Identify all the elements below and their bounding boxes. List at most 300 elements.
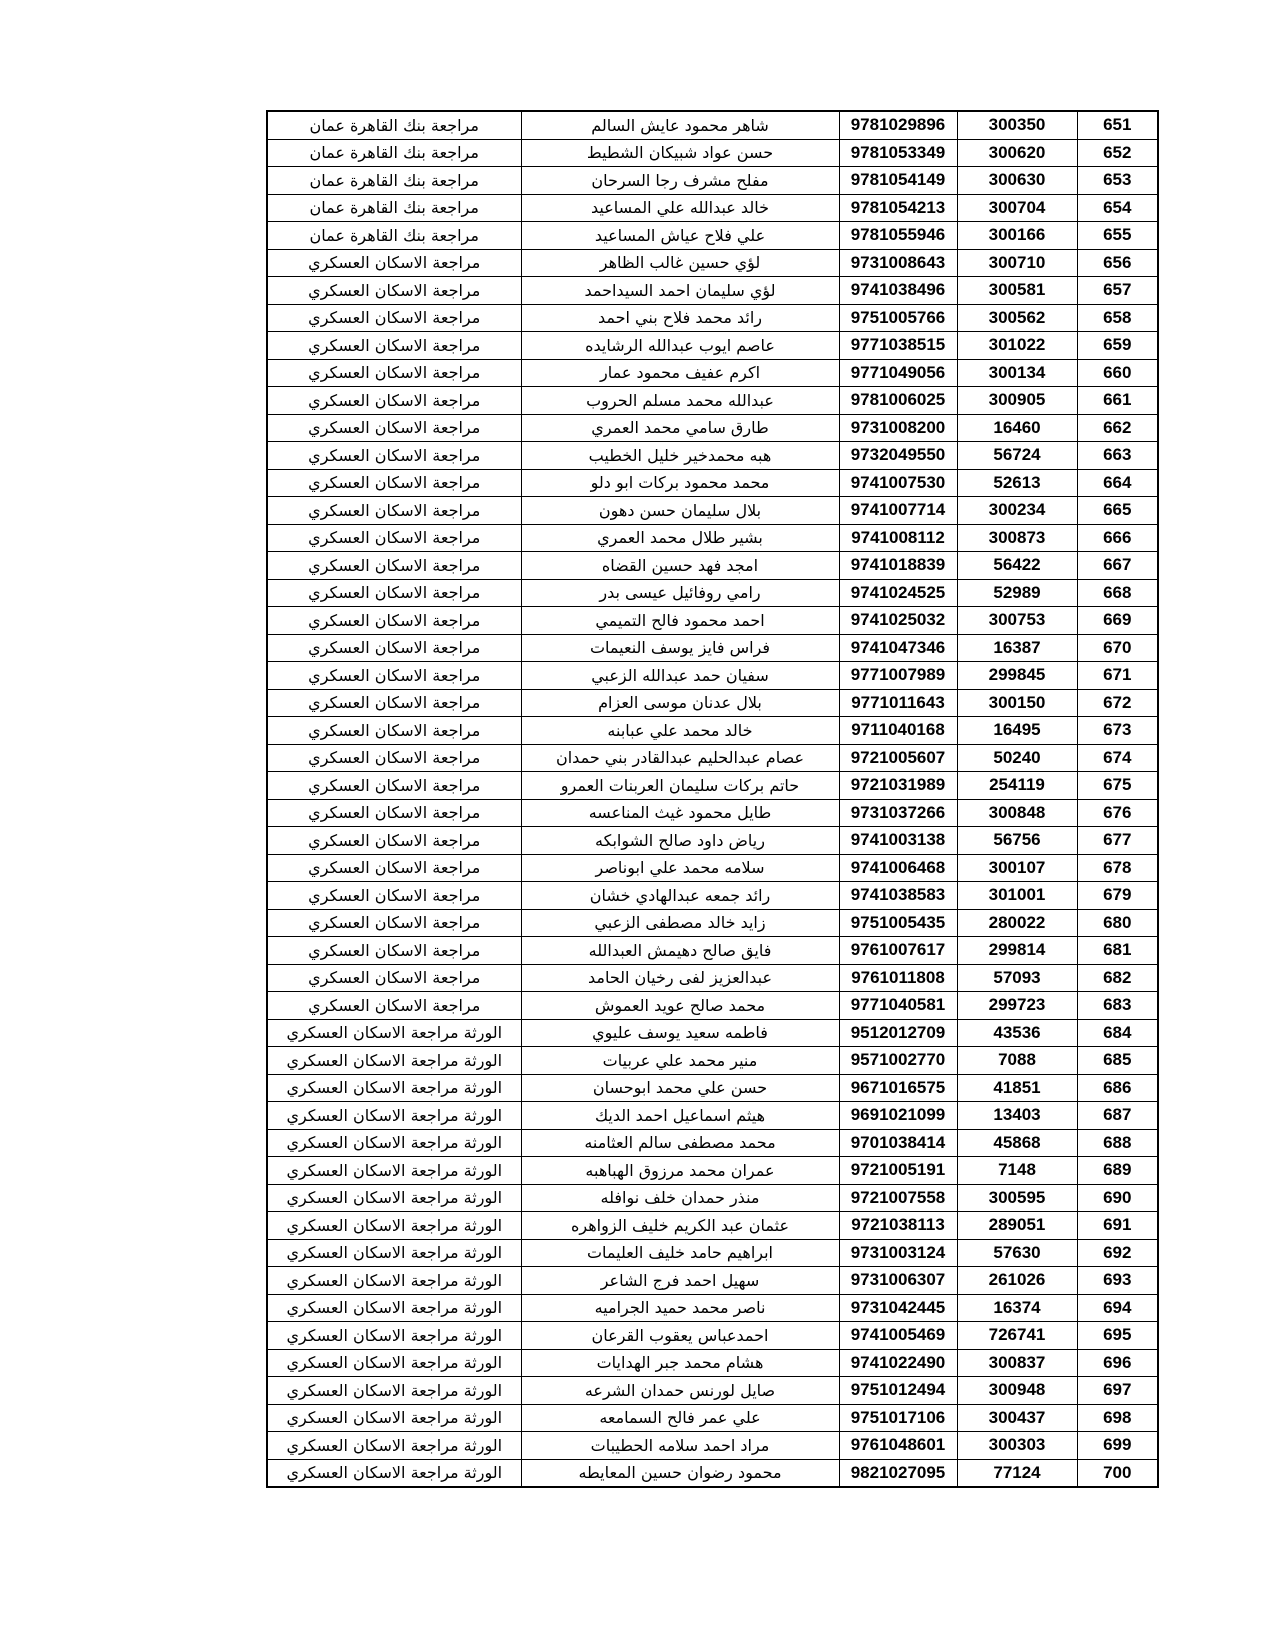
cell-id-number: 300166 (957, 222, 1077, 250)
cell-national-number: 9771011643 (839, 689, 957, 717)
cell-sequence: 695 (1077, 1322, 1158, 1350)
table-row (267, 442, 1158, 470)
cell-id-number: 300562 (957, 304, 1077, 332)
cell-note: مراجعة الاسكان العسكري (267, 442, 521, 470)
cell-note: مراجعة الاسكان العسكري (267, 524, 521, 552)
table-row (267, 579, 1158, 607)
cell-sequence: 664 (1077, 469, 1158, 497)
cell-id-number: 52989 (957, 579, 1077, 607)
table-row (267, 497, 1158, 525)
cell-id-number: 16374 (957, 1294, 1077, 1322)
cell-name: بشير طلال محمد العمري (521, 524, 839, 552)
table-row (267, 1047, 1158, 1075)
cell-sequence: 666 (1077, 524, 1158, 552)
cell-id-number: 300848 (957, 799, 1077, 827)
table-row (267, 909, 1158, 937)
cell-sequence: 655 (1077, 222, 1158, 250)
cell-id-number: 299845 (957, 662, 1077, 690)
cell-national-number: 9771007989 (839, 662, 957, 690)
table-row (267, 524, 1158, 552)
cell-national-number: 9741024525 (839, 579, 957, 607)
cell-note: الورثة مراجعة الاسكان العسكري (267, 1157, 521, 1185)
cell-sequence: 687 (1077, 1102, 1158, 1130)
table-row (267, 992, 1158, 1020)
cell-national-number: 9781055946 (839, 222, 957, 250)
cell-national-number: 9741003138 (839, 827, 957, 855)
cell-national-number: 9761048601 (839, 1432, 957, 1460)
cell-note: الورثة مراجعة الاسكان العسكري (267, 1377, 521, 1405)
table-row (267, 744, 1158, 772)
table-row (267, 1349, 1158, 1377)
cell-sequence: 674 (1077, 744, 1158, 772)
cell-sequence: 678 (1077, 854, 1158, 882)
cell-id-number: 56756 (957, 827, 1077, 855)
table-row (267, 607, 1158, 635)
cell-sequence: 680 (1077, 909, 1158, 937)
cell-note: مراجعة الاسكان العسكري (267, 497, 521, 525)
table-row (267, 167, 1158, 195)
cell-national-number: 9721038113 (839, 1212, 957, 1240)
cell-national-number: 9751017106 (839, 1404, 957, 1432)
cell-name: عاصم ايوب عبدالله الرشايده (521, 332, 839, 360)
cell-national-number: 9771038515 (839, 332, 957, 360)
cell-name: مراد احمد سلامه الحطيبات (521, 1432, 839, 1460)
table-row (267, 1239, 1158, 1267)
cell-id-number: 56422 (957, 552, 1077, 580)
cell-id-number: 300837 (957, 1349, 1077, 1377)
cell-sequence: 656 (1077, 249, 1158, 277)
cell-name: صايل لورنس حمدان الشرعه (521, 1377, 839, 1405)
cell-note: مراجعة الاسكان العسكري (267, 799, 521, 827)
cell-note: مراجعة الاسكان العسكري (267, 854, 521, 882)
cell-national-number: 9731006307 (839, 1267, 957, 1295)
table-row (267, 332, 1158, 360)
table-row (267, 1019, 1158, 1047)
table-row (267, 1129, 1158, 1157)
table-row (267, 552, 1158, 580)
cell-name: احمد محمود فالح التميمي (521, 607, 839, 635)
cell-national-number: 9771049056 (839, 359, 957, 387)
cell-id-number: 301022 (957, 332, 1077, 360)
table-row (267, 111, 1158, 139)
cell-sequence: 662 (1077, 414, 1158, 442)
cell-note: الورثة مراجعة الاسكان العسكري (267, 1432, 521, 1460)
cell-note: الورثة مراجعة الاسكان العسكري (267, 1267, 521, 1295)
cell-note: الورثة مراجعة الاسكان العسكري (267, 1239, 521, 1267)
cell-name: سفيان حمد عبدالله الزعبي (521, 662, 839, 690)
cell-name: رياض داود صالح الشوابكه (521, 827, 839, 855)
cell-note: مراجعة بنك القاهرة عمان (267, 167, 521, 195)
cell-sequence: 686 (1077, 1074, 1158, 1102)
cell-id-number: 300630 (957, 167, 1077, 195)
table-row (267, 772, 1158, 800)
cell-note: مراجعة الاسكان العسكري (267, 634, 521, 662)
cell-name: عبدالعزيز لفى رخيان الحامد (521, 964, 839, 992)
cell-national-number: 9781029896 (839, 111, 957, 139)
cell-note: مراجعة بنك القاهرة عمان (267, 194, 521, 222)
cell-national-number: 9781054213 (839, 194, 957, 222)
cell-id-number: 299723 (957, 992, 1077, 1020)
cell-national-number: 9741038583 (839, 882, 957, 910)
cell-id-number: 280022 (957, 909, 1077, 937)
cell-national-number: 9731003124 (839, 1239, 957, 1267)
table-row (267, 882, 1158, 910)
cell-sequence: 699 (1077, 1432, 1158, 1460)
cell-name: رائد محمد فلاح بني احمد (521, 304, 839, 332)
table-row (267, 1074, 1158, 1102)
cell-name: فايق صالح دهيمش العبدالله (521, 937, 839, 965)
cell-id-number: 52613 (957, 469, 1077, 497)
cell-id-number: 300710 (957, 249, 1077, 277)
cell-id-number: 7088 (957, 1047, 1077, 1075)
cell-sequence: 661 (1077, 387, 1158, 415)
cell-sequence: 668 (1077, 579, 1158, 607)
cell-id-number: 13403 (957, 1102, 1077, 1130)
cell-name: لؤي حسين غالب الظاهر (521, 249, 839, 277)
cell-sequence: 684 (1077, 1019, 1158, 1047)
cell-id-number: 300948 (957, 1377, 1077, 1405)
cell-national-number: 9781053349 (839, 139, 957, 167)
cell-id-number: 726741 (957, 1322, 1077, 1350)
cell-sequence: 677 (1077, 827, 1158, 855)
cell-id-number: 300350 (957, 111, 1077, 139)
cell-sequence: 653 (1077, 167, 1158, 195)
cell-national-number: 9741007714 (839, 497, 957, 525)
cell-id-number: 57630 (957, 1239, 1077, 1267)
cell-name: فاطمه سعيد يوسف عليوي (521, 1019, 839, 1047)
cell-national-number: 9781006025 (839, 387, 957, 415)
cell-national-number: 9781054149 (839, 167, 957, 195)
cell-note: الورثة مراجعة الاسكان العسكري (267, 1129, 521, 1157)
cell-sequence: 663 (1077, 442, 1158, 470)
cell-national-number: 9691021099 (839, 1102, 957, 1130)
cell-name: احمدعباس يعقوب القرعان (521, 1322, 839, 1350)
cell-note: مراجعة الاسكان العسكري (267, 992, 521, 1020)
cell-note: الورثة مراجعة الاسكان العسكري (267, 1184, 521, 1212)
cell-id-number: 299814 (957, 937, 1077, 965)
cell-id-number: 45868 (957, 1129, 1077, 1157)
cell-note: مراجعة الاسكان العسكري (267, 662, 521, 690)
cell-id-number: 57093 (957, 964, 1077, 992)
cell-note: الورثة مراجعة الاسكان العسكري (267, 1459, 521, 1487)
cell-name: حسن علي محمد ابوحسان (521, 1074, 839, 1102)
cell-name: خالد محمد علي عبابنه (521, 717, 839, 745)
cell-id-number: 301001 (957, 882, 1077, 910)
cell-note: مراجعة بنك القاهرة عمان (267, 139, 521, 167)
cell-note: الورثة مراجعة الاسكان العسكري (267, 1047, 521, 1075)
cell-note: الورثة مراجعة الاسكان العسكري (267, 1294, 521, 1322)
cell-sequence: 681 (1077, 937, 1158, 965)
cell-national-number: 9751005435 (839, 909, 957, 937)
cell-note: مراجعة الاسكان العسكري (267, 827, 521, 855)
cell-national-number: 9761007617 (839, 937, 957, 965)
cell-sequence: 651 (1077, 111, 1158, 139)
cell-name: عبدالله محمد مسلم الحروب (521, 387, 839, 415)
table-row (267, 1294, 1158, 1322)
cell-id-number: 300303 (957, 1432, 1077, 1460)
cell-name: عصام عبدالحليم عبدالقادر بني حمدان (521, 744, 839, 772)
cell-name: محمد محمود بركات ابو دلو (521, 469, 839, 497)
cell-sequence: 682 (1077, 964, 1158, 992)
cell-national-number: 9571002770 (839, 1047, 957, 1075)
cell-sequence: 652 (1077, 139, 1158, 167)
cell-national-number: 9701038414 (839, 1129, 957, 1157)
cell-national-number: 9721005607 (839, 744, 957, 772)
cell-name: لؤي سليمان احمد السيداحمد (521, 277, 839, 305)
table-row (267, 1267, 1158, 1295)
cell-name: طايل محمود غيث المناعسه (521, 799, 839, 827)
cell-name: اكرم عفيف محمود عمار (521, 359, 839, 387)
cell-national-number: 9721031989 (839, 772, 957, 800)
cell-id-number: 50240 (957, 744, 1077, 772)
cell-name: شاهر محمود عايش السالم (521, 111, 839, 139)
cell-id-number: 289051 (957, 1212, 1077, 1240)
cell-note: الورثة مراجعة الاسكان العسكري (267, 1349, 521, 1377)
cell-national-number: 9741047346 (839, 634, 957, 662)
cell-name: سلامه محمد علي ابوناصر (521, 854, 839, 882)
cell-note: مراجعة الاسكان العسكري (267, 277, 521, 305)
cell-note: الورثة مراجعة الاسكان العسكري (267, 1102, 521, 1130)
cell-note: مراجعة الاسكان العسكري (267, 304, 521, 332)
cell-note: مراجعة بنك القاهرة عمان (267, 222, 521, 250)
cell-id-number: 300150 (957, 689, 1077, 717)
cell-national-number: 9721007558 (839, 1184, 957, 1212)
cell-note: مراجعة الاسكان العسكري (267, 909, 521, 937)
cell-name: ابراهيم حامد خليف العليمات (521, 1239, 839, 1267)
cell-name: سهيل احمد فرج الشاعر (521, 1267, 839, 1295)
cell-national-number: 9671016575 (839, 1074, 957, 1102)
table-row (267, 937, 1158, 965)
cell-sequence: 697 (1077, 1377, 1158, 1405)
cell-note: مراجعة الاسكان العسكري (267, 607, 521, 635)
cell-national-number: 9741008112 (839, 524, 957, 552)
cell-sequence: 658 (1077, 304, 1158, 332)
cell-name: علي فلاح عياش المساعيد (521, 222, 839, 250)
cell-note: مراجعة الاسكان العسكري (267, 772, 521, 800)
cell-id-number: 16387 (957, 634, 1077, 662)
table-row (267, 634, 1158, 662)
cell-sequence: 665 (1077, 497, 1158, 525)
cell-sequence: 690 (1077, 1184, 1158, 1212)
cell-name: عثمان عبد الكريم خليف الزواهره (521, 1212, 839, 1240)
cell-sequence: 657 (1077, 277, 1158, 305)
records-table-body (267, 111, 1158, 1487)
cell-note: مراجعة الاسكان العسكري (267, 552, 521, 580)
table-row (267, 222, 1158, 250)
cell-note: مراجعة الاسكان العسكري (267, 964, 521, 992)
cell-note: الورثة مراجعة الاسكان العسكري (267, 1212, 521, 1240)
cell-sequence: 693 (1077, 1267, 1158, 1295)
cell-sequence: 698 (1077, 1404, 1158, 1432)
cell-note: مراجعة الاسكان العسكري (267, 414, 521, 442)
cell-sequence: 671 (1077, 662, 1158, 690)
table-row (267, 827, 1158, 855)
cell-sequence: 679 (1077, 882, 1158, 910)
cell-id-number: 43536 (957, 1019, 1077, 1047)
cell-note: مراجعة الاسكان العسكري (267, 717, 521, 745)
cell-sequence: 672 (1077, 689, 1158, 717)
cell-name: خالد عبدالله علي المساعيد (521, 194, 839, 222)
cell-name: امجد فهد حسين القضاه (521, 552, 839, 580)
cell-name: حسن عواد شبيكان الشطيط (521, 139, 839, 167)
cell-note: مراجعة الاسكان العسكري (267, 882, 521, 910)
cell-name: مفلح مشرف رجا السرحان (521, 167, 839, 195)
cell-name: حاتم بركات سليمان العربنات العمرو (521, 772, 839, 800)
cell-id-number: 77124 (957, 1459, 1077, 1487)
cell-name: فراس فايز يوسف النعيمات (521, 634, 839, 662)
cell-id-number: 300595 (957, 1184, 1077, 1212)
cell-national-number: 9741005469 (839, 1322, 957, 1350)
cell-id-number: 41851 (957, 1074, 1077, 1102)
cell-name: طارق سامي محمد العمري (521, 414, 839, 442)
table-row (267, 1212, 1158, 1240)
cell-sequence: 660 (1077, 359, 1158, 387)
cell-id-number: 56724 (957, 442, 1077, 470)
cell-sequence: 659 (1077, 332, 1158, 360)
cell-name: ناصر محمد حميد الجراميه (521, 1294, 839, 1322)
cell-national-number: 9741038496 (839, 277, 957, 305)
cell-sequence: 689 (1077, 1157, 1158, 1185)
table-row (267, 469, 1158, 497)
cell-national-number: 9731008643 (839, 249, 957, 277)
cell-name: هيثم اسماعيل احمد الديك (521, 1102, 839, 1130)
table-row (267, 139, 1158, 167)
cell-note: مراجعة الاسكان العسكري (267, 332, 521, 360)
table-row (267, 414, 1158, 442)
cell-name: منير محمد علي عربيات (521, 1047, 839, 1075)
cell-note: الورثة مراجعة الاسكان العسكري (267, 1322, 521, 1350)
cell-id-number: 16460 (957, 414, 1077, 442)
cell-note: مراجعة الاسكان العسكري (267, 359, 521, 387)
cell-name: زايد خالد مصطفى الزعبي (521, 909, 839, 937)
cell-note: مراجعة الاسكان العسكري (267, 387, 521, 415)
table-row (267, 249, 1158, 277)
cell-sequence: 692 (1077, 1239, 1158, 1267)
cell-name: بلال سليمان حسن دهون (521, 497, 839, 525)
cell-sequence: 696 (1077, 1349, 1158, 1377)
cell-sequence: 670 (1077, 634, 1158, 662)
cell-id-number: 300581 (957, 277, 1077, 305)
cell-note: مراجعة الاسكان العسكري (267, 579, 521, 607)
cell-sequence: 683 (1077, 992, 1158, 1020)
cell-id-number: 7148 (957, 1157, 1077, 1185)
cell-id-number: 300704 (957, 194, 1077, 222)
cell-sequence: 654 (1077, 194, 1158, 222)
cell-national-number: 9731008200 (839, 414, 957, 442)
cell-national-number: 9711040168 (839, 717, 957, 745)
cell-sequence: 700 (1077, 1459, 1158, 1487)
table-row (267, 1377, 1158, 1405)
table-row (267, 387, 1158, 415)
cell-id-number: 300107 (957, 854, 1077, 882)
cell-note: مراجعة الاسكان العسكري (267, 249, 521, 277)
cell-national-number: 9741006468 (839, 854, 957, 882)
cell-note: مراجعة بنك القاهرة عمان (267, 111, 521, 139)
table-row (267, 304, 1158, 332)
cell-name: بلال عدنان موسى العزام (521, 689, 839, 717)
cell-national-number: 9751005766 (839, 304, 957, 332)
cell-name: منذر حمدان خلف نوافله (521, 1184, 839, 1212)
cell-national-number: 9721005191 (839, 1157, 957, 1185)
cell-sequence: 691 (1077, 1212, 1158, 1240)
cell-name: عمران محمد مرزوق الهباهبه (521, 1157, 839, 1185)
records-table (266, 110, 1159, 1488)
cell-id-number: 300437 (957, 1404, 1077, 1432)
cell-note: مراجعة الاسكان العسكري (267, 937, 521, 965)
cell-national-number: 9741022490 (839, 1349, 957, 1377)
table-row (267, 689, 1158, 717)
cell-national-number: 9741025032 (839, 607, 957, 635)
cell-sequence: 688 (1077, 1129, 1158, 1157)
cell-sequence: 667 (1077, 552, 1158, 580)
cell-national-number: 9732049550 (839, 442, 957, 470)
cell-name: علي عمر فالح السمامعه (521, 1404, 839, 1432)
cell-sequence: 676 (1077, 799, 1158, 827)
cell-national-number: 9821027095 (839, 1459, 957, 1487)
cell-sequence: 685 (1077, 1047, 1158, 1075)
cell-sequence: 675 (1077, 772, 1158, 800)
table-row (267, 854, 1158, 882)
cell-national-number: 9731037266 (839, 799, 957, 827)
cell-id-number: 300620 (957, 139, 1077, 167)
cell-note: الورثة مراجعة الاسكان العسكري (267, 1019, 521, 1047)
cell-note: مراجعة الاسكان العسكري (267, 689, 521, 717)
cell-national-number: 9771040581 (839, 992, 957, 1020)
cell-id-number: 300905 (957, 387, 1077, 415)
table-row (267, 662, 1158, 690)
cell-national-number: 9512012709 (839, 1019, 957, 1047)
cell-id-number: 300134 (957, 359, 1077, 387)
table-row (267, 1432, 1158, 1460)
table-row (267, 799, 1158, 827)
cell-note: الورثة مراجعة الاسكان العسكري (267, 1404, 521, 1432)
table-row (267, 1459, 1158, 1487)
table-row (267, 964, 1158, 992)
cell-name: محمود رضوان حسين المعايطه (521, 1459, 839, 1487)
cell-name: هشام محمد جبر الهدايات (521, 1349, 839, 1377)
cell-national-number: 9741007530 (839, 469, 957, 497)
cell-id-number: 300873 (957, 524, 1077, 552)
cell-id-number: 254119 (957, 772, 1077, 800)
table-row (267, 1322, 1158, 1350)
cell-national-number: 9751012494 (839, 1377, 957, 1405)
table-row (267, 277, 1158, 305)
cell-name: محمد صالح عويد العموش (521, 992, 839, 1020)
cell-name: هبه محمدخير خليل الخطيب (521, 442, 839, 470)
cell-id-number: 300234 (957, 497, 1077, 525)
cell-note: مراجعة الاسكان العسكري (267, 744, 521, 772)
cell-id-number: 300753 (957, 607, 1077, 635)
cell-national-number: 9741018839 (839, 552, 957, 580)
cell-name: رامي روفائيل عيسى بدر (521, 579, 839, 607)
table-row (267, 1404, 1158, 1432)
cell-sequence: 673 (1077, 717, 1158, 745)
cell-national-number: 9731042445 (839, 1294, 957, 1322)
table-row (267, 1102, 1158, 1130)
table-row (267, 1157, 1158, 1185)
cell-id-number: 261026 (957, 1267, 1077, 1295)
cell-sequence: 669 (1077, 607, 1158, 635)
cell-id-number: 16495 (957, 717, 1077, 745)
cell-national-number: 9761011808 (839, 964, 957, 992)
table-row (267, 1184, 1158, 1212)
table-row (267, 194, 1158, 222)
cell-name: محمد مصطفى سالم العثامنه (521, 1129, 839, 1157)
cell-note: مراجعة الاسكان العسكري (267, 469, 521, 497)
table-row (267, 359, 1158, 387)
cell-name: رائد جمعه عبدالهادي خشان (521, 882, 839, 910)
cell-note: الورثة مراجعة الاسكان العسكري (267, 1074, 521, 1102)
